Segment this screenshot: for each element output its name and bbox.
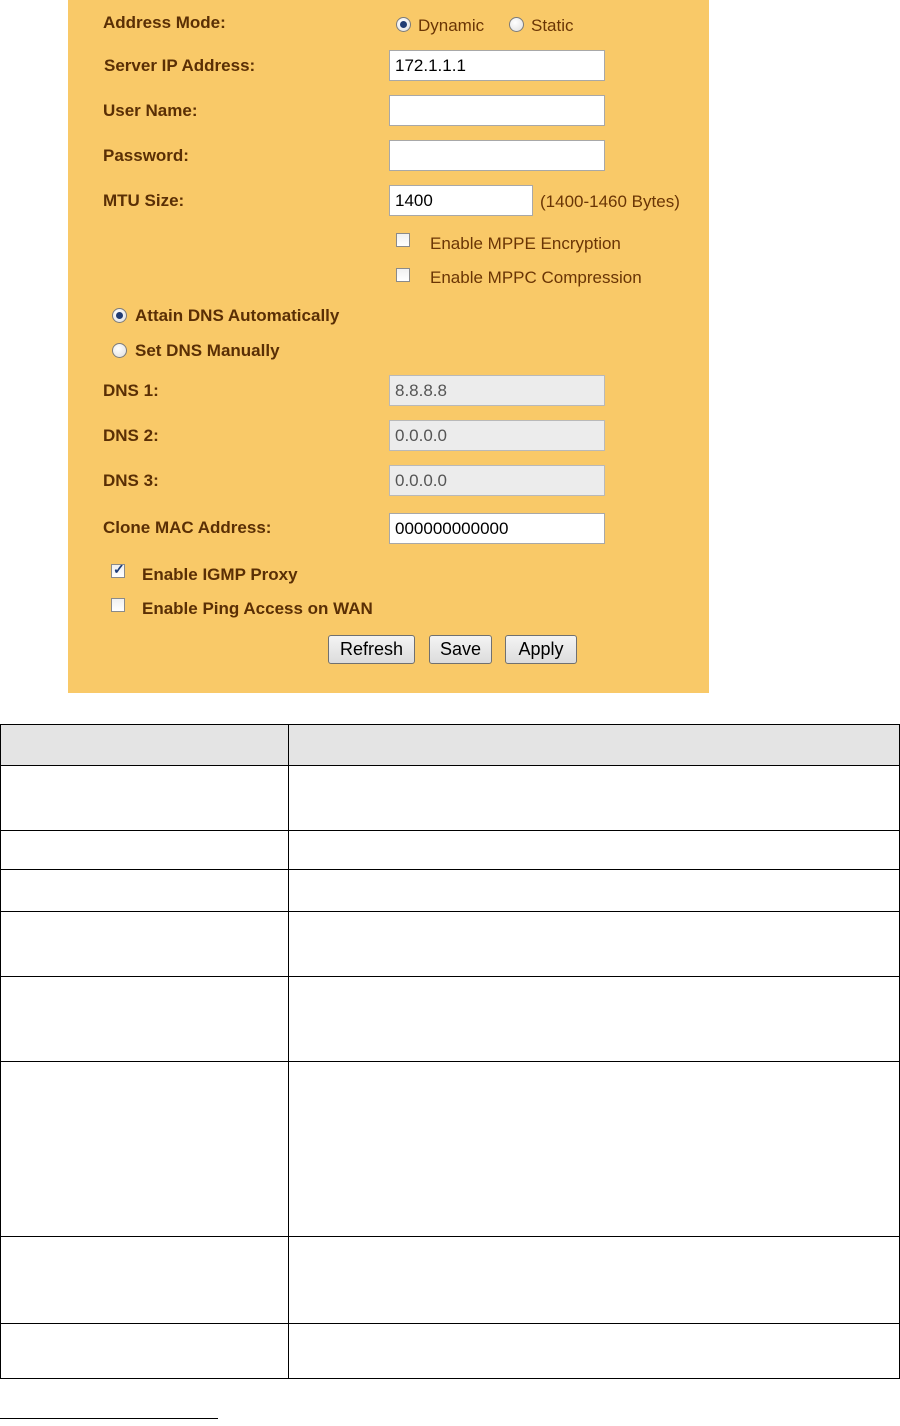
mppe-checkbox[interactable] bbox=[396, 233, 410, 247]
table-cell bbox=[288, 1236, 900, 1324]
table-cell bbox=[0, 765, 289, 831]
ping-label[interactable]: Enable Ping Access on WAN bbox=[142, 599, 373, 618]
dns1-input[interactable] bbox=[389, 375, 605, 406]
table-header-cell bbox=[288, 724, 900, 766]
table-header-row bbox=[0, 724, 900, 766]
dns-manual-label[interactable]: Set DNS Manually bbox=[135, 341, 280, 360]
mppc-label[interactable]: Enable MPPC Compression bbox=[430, 268, 642, 287]
mppe-label[interactable]: Enable MPPE Encryption bbox=[430, 234, 621, 253]
table-cell bbox=[0, 830, 289, 870]
table-cell bbox=[288, 830, 900, 870]
mtu-label: MTU Size: bbox=[103, 191, 185, 210]
address-mode-dynamic-label[interactable]: Dynamic bbox=[418, 16, 485, 35]
dns2-label: DNS 2: bbox=[103, 426, 159, 445]
mtu-hint: (1400-1460 Bytes) bbox=[540, 192, 680, 211]
dns3-label: DNS 3: bbox=[103, 471, 159, 490]
table-cell bbox=[0, 1236, 289, 1324]
table-row bbox=[0, 1061, 900, 1237]
table-header-cell bbox=[0, 724, 289, 766]
igmp-label[interactable]: Enable IGMP Proxy bbox=[142, 565, 298, 584]
table-cell bbox=[288, 869, 900, 912]
table-cell bbox=[0, 976, 289, 1062]
address-mode-label: Address Mode: bbox=[103, 13, 226, 32]
apply-button[interactable]: Apply bbox=[505, 635, 577, 664]
table-row bbox=[0, 869, 900, 912]
table-row bbox=[0, 1323, 900, 1379]
clone-mac-label: Clone MAC Address: bbox=[103, 518, 272, 537]
table-row bbox=[0, 1236, 900, 1324]
username-input[interactable] bbox=[389, 95, 605, 126]
footnote-divider bbox=[0, 1418, 218, 1419]
table-row bbox=[0, 765, 900, 831]
server-ip-input[interactable] bbox=[389, 50, 605, 81]
dns-auto-radio[interactable] bbox=[112, 308, 127, 323]
mtu-input[interactable] bbox=[389, 185, 533, 216]
table-cell bbox=[0, 911, 289, 977]
dns-manual-radio[interactable] bbox=[112, 343, 127, 358]
dns2-input[interactable] bbox=[389, 420, 605, 451]
password-input[interactable] bbox=[389, 140, 605, 171]
table-cell bbox=[0, 869, 289, 912]
clone-mac-input[interactable] bbox=[389, 513, 605, 544]
table-cell bbox=[288, 976, 900, 1062]
dns3-input[interactable] bbox=[389, 465, 605, 496]
password-label: Password: bbox=[103, 146, 189, 165]
dns1-label: DNS 1: bbox=[103, 381, 159, 400]
ping-checkbox[interactable] bbox=[111, 598, 125, 612]
address-mode-static-radio[interactable] bbox=[509, 17, 524, 32]
server-ip-label: Server IP Address: bbox=[104, 56, 256, 75]
table-cell bbox=[288, 911, 900, 977]
table-cell bbox=[0, 1323, 289, 1379]
igmp-checkbox[interactable] bbox=[111, 561, 125, 578]
table-cell bbox=[0, 1061, 289, 1237]
address-mode-dynamic-radio[interactable] bbox=[396, 17, 411, 32]
table-row bbox=[0, 911, 900, 977]
save-button[interactable]: Save bbox=[429, 635, 492, 664]
table-row bbox=[0, 976, 900, 1062]
dns-auto-label[interactable]: Attain DNS Automatically bbox=[135, 306, 340, 325]
table-row bbox=[0, 830, 900, 870]
table-cell bbox=[288, 1061, 900, 1237]
mppc-checkbox[interactable] bbox=[396, 268, 410, 282]
username-label: User Name: bbox=[103, 101, 198, 120]
checkmark-icon: ✓ bbox=[113, 561, 125, 577]
refresh-button[interactable]: Refresh bbox=[328, 635, 415, 664]
table-cell bbox=[288, 1323, 900, 1379]
table-cell bbox=[288, 765, 900, 831]
address-mode-static-label[interactable]: Static bbox=[531, 16, 574, 35]
